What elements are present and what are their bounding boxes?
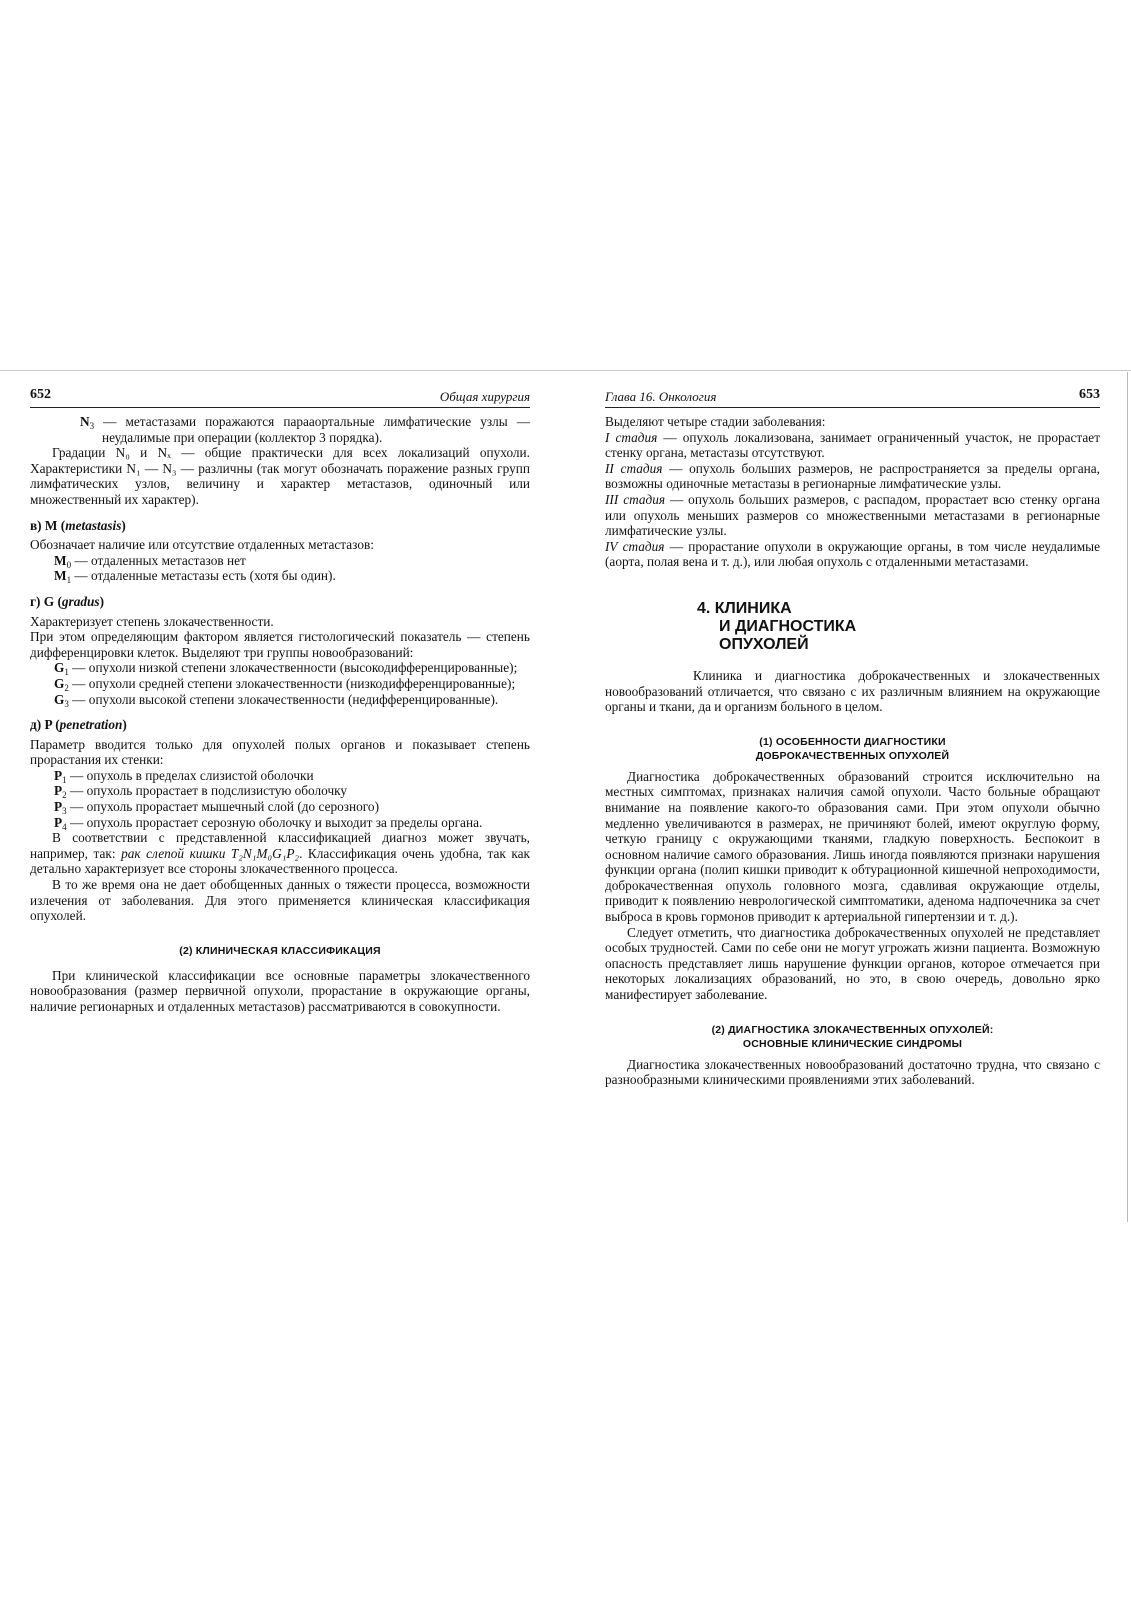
stage-2: II стадия — опухоль больших размеров, не распространяется за пределы органа, возможны одиночные метастазы в регионарные лимфатические узлы. (605, 460, 1100, 492)
left-page (30, 385, 530, 1015)
m-subheading: в) M (metastasis) (30, 517, 126, 533)
spread-top-edge (0, 370, 1131, 371)
benign-paragraph-1: Диагностика доброкачественных образований строится исключительно на местных симптомах, признаках наличия самой опухоли. Часто больные обращают внимание на появление какого-то образования сами. При этом опухоли обычно медленно увеличиваются в размерах, не причиняют болей, имеют округлую форму, четкую границу с окружающими тканями, гладкую поверхность. Беспокоит в основном наличие самого образования. Лишь иногда появляются признаки нарушения функции органа (полип кишки приводит к обтурационной кишечной непроходимости, доброкачественная опухоль головного мозга, сдавливая окружающие отделы, приводит к появлению неврологической симптоматики, аденома надпочечника за счет выброса в кровь гормонов приводит к артериальной гипертензии и т. д.). (605, 768, 1100, 925)
page-number: 652 (30, 387, 51, 402)
m0-item: $M_0$ — отдаленных метастазов нет (54, 552, 246, 570)
page-number: 653 (1079, 387, 1100, 402)
running-title: Общая хирургия (439, 389, 530, 404)
right-page-header (605, 385, 1100, 408)
gradations-paragraph: Градации N₀ и Nₓ — общие практически для всех локализаций опухоли. Характеристики N₁ — N₃ — различны (так могут обозначать поражение разных групп лимфатических узлов, величину и характер метастазов, одиночный или множественный их характер). (30, 445, 530, 507)
spread-right-edge (1127, 372, 1128, 1222)
g-subheading: г) G (gradus) (30, 593, 105, 609)
same-time-paragraph: В то же время она не дает обобщенных данных о тяжести процесса, возможности излечения от заболевания. Для этого применяется клиническая классификация опухолей. (30, 877, 530, 924)
g1-item: $G_1$ — опухоли низкой степени злокачественности (высокодифференцированные); (54, 660, 518, 678)
g-intro-1: Характеризует степень злокачественности. (30, 613, 274, 629)
p1-item: $P_1$ — опухоль в пределах слизистой оболочки (54, 767, 314, 785)
n3-item: $N_3$ — метастазами поражаются парааортальные лимфатические узлы — неудалимые при операции (коллектор 3 порядка). (80, 414, 530, 445)
chapter-intro-paragraph: Клиника и диагностика доброкачественных и злокачественных новообразований отличается, что связано с их различным влиянием на окружающие органы и ткани, да и организм больного в целом. (605, 667, 1100, 715)
p-subheading: д) P (penetration) (30, 717, 127, 733)
left-page-body (30, 414, 530, 1015)
p4-item: $P_4$ — опухоль прорастает серозную оболочку и выходит за пределы органа. (54, 814, 483, 832)
p-intro: Параметр вводится только для опухолей полых органов и показывает степень прорастания их стенки: (30, 736, 530, 768)
benign-heading: (1) ОСОБЕННОСТИ ДИАГНОСТИКИ ДОБРОКАЧЕСТВЕННЫХ ОПУХОЛЕЙ (755, 735, 950, 762)
right-page (605, 385, 1100, 1088)
diagnosis-example-paragraph: В соответствии с представленной классификацией диагноз может звучать, например, так: рак слепой кишки T₂N₁M₀G₁P₂. Классификация очень удобна, так как детально характеризует все стороны злокачественного процесса. (30, 830, 530, 877)
stage-3: III стадия — опухоль больших размеров, с распадом, прорастает всю стенку органа или опухоль меньших размеров со множественными метастазами в регионарные лимфатические узлы. (605, 491, 1100, 539)
m-intro: Обозначает наличие или отсутствие отдаленных метастазов: (30, 537, 374, 553)
g3-item: $G_3$ — опухоли высокой степени злокачественности (недифференцированные). (54, 691, 499, 709)
g-intro-2: При этом определяющим фактором является гистологический показатель — степень дифференцировки клеток. Выделяют три группы новообразований: (30, 629, 530, 660)
p3-item: $P_3$ — опухоль прорастает мышечный слой (до серозного) (54, 799, 380, 817)
g2-item: $G_2$ — опухоли средней степени злокачественности (низкодифференцированные); (54, 675, 516, 693)
p2-item: $P_2$ — опухоль прорастает в подслизистую оболочку (54, 783, 348, 801)
stage-1: I стадия — опухоль локализована, занимает ограниченный участок, не прорастает стенку органа, метастазы отсутствуют. (605, 429, 1101, 461)
right-page-body (605, 414, 1100, 1088)
malignant-paragraph: Диагностика злокачественных новообразований достаточно трудна, что связано с разнообразными клиническими проявлениями этих заболеваний. (605, 1056, 1100, 1088)
clinical-classification-heading: (2) КЛИНИЧЕСКАЯ КЛАССИФИКАЦИЯ (179, 944, 381, 957)
malignant-heading: (2) ДИАГНОСТИКА ЗЛОКАЧЕСТВЕННЫХ ОПУХОЛЕЙ: ОСНОВНЫЕ КЛИНИЧЕСКИЕ СИНДРОМЫ (711, 1023, 994, 1050)
left-page-header (30, 385, 530, 408)
chapter-heading: 4. КЛИНИКА И ДИАГНОСТИКА ОПУХОЛЕЙ (697, 599, 857, 653)
running-title: Глава 16. Онкология (605, 389, 717, 404)
benign-paragraph-2: Следует отметить, что диагностика доброкачественных опухолей не представляет особых трудностей. Сами по себе они не могут угрожать жизни пациента. Возможную опасность представляет лишь нарушение функции органов, которое отмечается при некоторых локализациях образований, но это, в свою очередь, довольно ярко манифестирует заболевание. (605, 924, 1100, 1003)
clinical-classification-paragraph: При клинической классификации все основные параметры злокачественного новообразования (размер первичной опухоли, прорастание в окружающие органы, наличие регионарных и отдаленных метастазов) рассматриваются в совокупности. (30, 967, 530, 1014)
stage-4: IV стадия — прорастание опухоли в окружающие органы, в том числе неудалимые (аорта, полая вена и т. д.), или любая опухоль с отдаленными метастазами. (605, 538, 1100, 570)
stages-intro: Выделяют четыре стадии заболевания: (605, 414, 826, 429)
m1-item: $M_1$ — отдаленные метастазы есть (хотя бы один). (54, 568, 336, 586)
